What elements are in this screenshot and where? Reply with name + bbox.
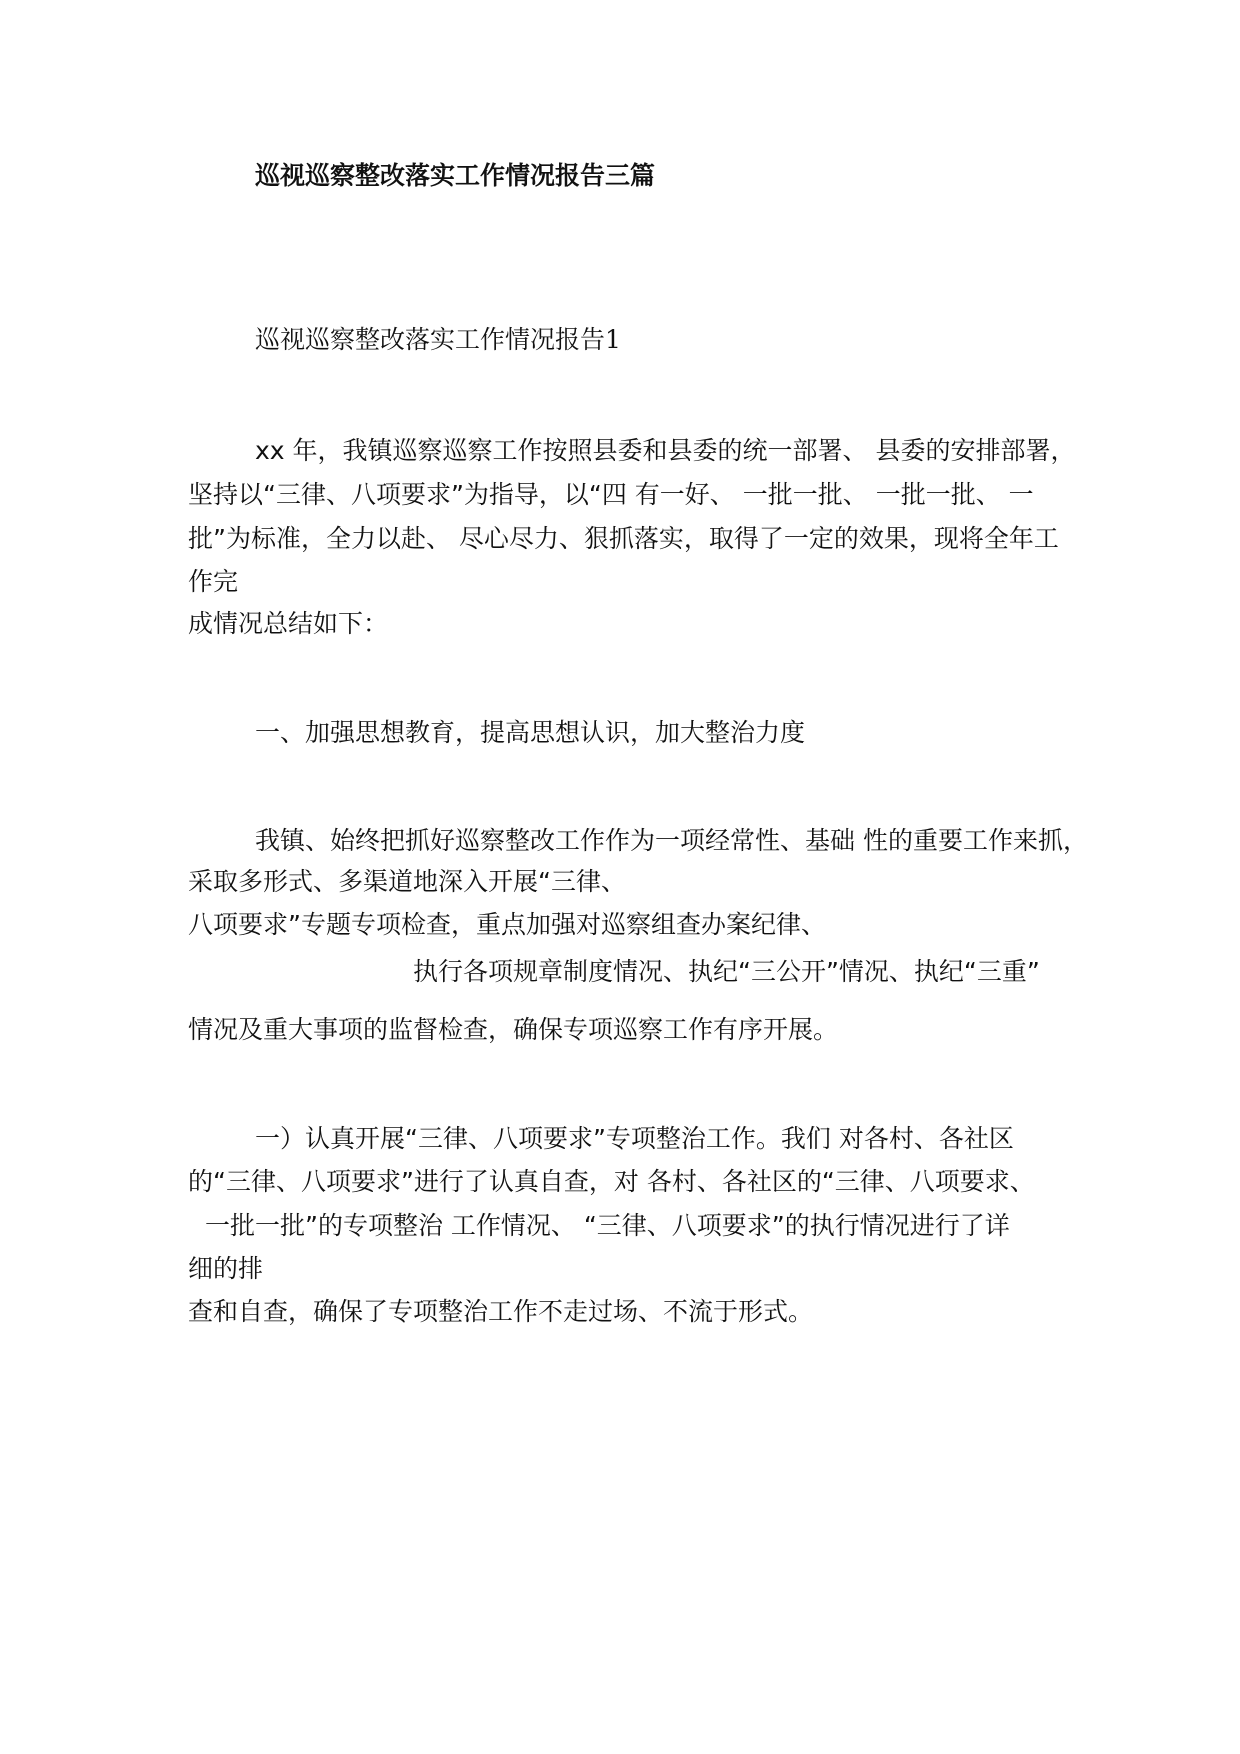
paragraph-line: 执行各项规章制度情况、执纪“三公开”情况、执纪“三重” [413,957,1040,986]
paragraph-line: 情况及重大事项的监督检查，确保专项巡察工作有序开展。 [188,1015,839,1044]
paragraph-line: 我镇、始终把抓好巡察整改工作作为一项经常性、基础 性的重要工作来抓， [255,826,1088,855]
paragraph-line: 八项要求”专题专项检查，重点加强对巡察组查办案纪律、 [188,910,826,939]
paragraph-line: 一）认真开展“三律、八项要求”专项整治工作。我们 对各村、各社区 [255,1124,1014,1153]
paragraph-line: 查和自查，确保了专项整治工作不走过场、不流于形式。 [188,1297,814,1326]
paragraph-line: 采取多形式、多渠道地深入开展“三律、 [188,867,626,896]
paragraph-line: 批”为标准，全力以赴、 尽心尽力、狠抓落实，取得了一定的效果，现将全年工 [188,524,1059,553]
paragraph-line: 作完 [188,567,239,596]
paragraph-line: xx 年，我镇巡察巡察工作按照县委和县委的统一部署、 县委的安排部署， [255,436,1076,465]
section-heading: 一、加强思想教育，提高思想认识，加大整治力度 [255,718,806,747]
paragraph-line: 的“三律、八项要求”进行了认真自查，对 各村、各社区的“三律、八项要求、 [188,1167,1035,1196]
paragraph-line: 成情况总结如下： [188,609,389,638]
document-title: 巡视巡察整改落实工作情况报告三篇 [255,161,656,190]
paragraph-line: 细的排 [188,1254,264,1283]
paragraph-line: 一批一批”的专项整治 工作情况、 “三律、八项要求”的执行情况进行了详 [205,1211,1010,1240]
report-subtitle: 巡视巡察整改落实工作情况报告1 [255,325,621,354]
paragraph-line: 坚持以“三律、八项要求”为指导，以“四 有一好、 一批一批、 一批一批、 一 [188,480,1034,509]
